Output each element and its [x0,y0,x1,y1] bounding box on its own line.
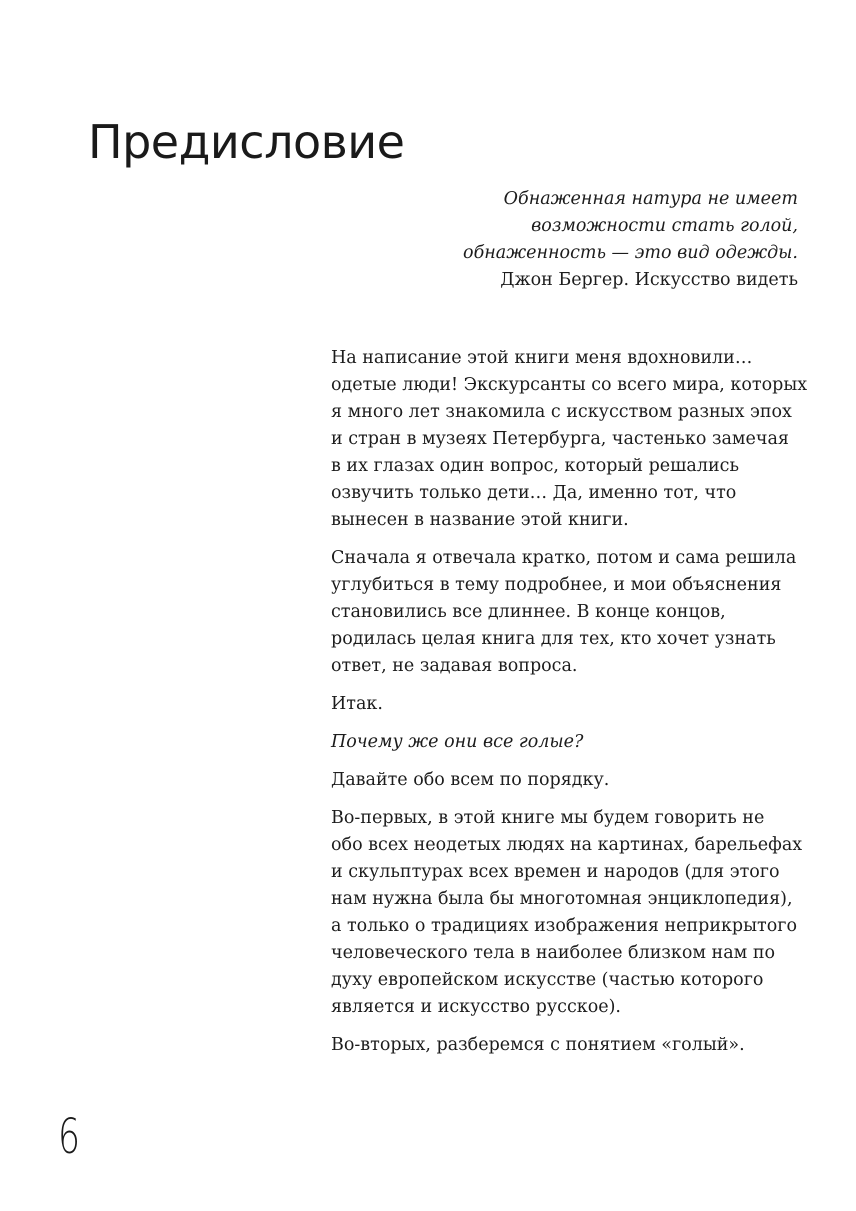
chapter-title: Предисловие [88,115,405,169]
text-line: а только о традициях изображения неприкрытого [331,916,797,936]
text-line: и скульптурах всех времен и народов (для этого [331,862,780,882]
text-line: родилась целая книга для тех, кто хочет узнать [331,629,776,649]
text-line: ответ, не задавая вопроса. [331,656,578,676]
epigraph-line: возможности стать голой, [531,216,798,236]
paragraph-answer [331,545,811,680]
text-line: Итак. [331,694,383,714]
text-line: и стран в музеях Петербурга, частенько замечая [331,429,789,449]
text-line: нам нужна была бы многотомная энциклопедия), [331,889,793,909]
text-line: духу европейском искусстве (частью которого [331,970,764,990]
text-line: в их глазах один вопрос, который решались [331,456,739,476]
paragraph-itak [331,691,811,718]
paragraph-first [331,805,811,1021]
text-line: Давайте обо всем по порядку. [331,770,610,790]
paragraph-order [331,767,811,794]
paragraph-second [331,1032,811,1059]
text-line: Во-вторых, разберемся с понятием «голый». [331,1035,745,1055]
paragraph-question [331,729,811,756]
text-line: углубиться в тему подробнее, и мои объяснения [331,575,782,595]
epigraph-line: обнаженность — это вид одежды. [463,243,798,263]
text-line: Сначала я отвечала кратко, потом и сама решила [331,548,797,568]
text-line: Во-первых, в этой книге мы будем говорить не [331,808,765,828]
page-number: 6 [58,1109,80,1165]
epigraph-line: Обнаженная натура не имеет [503,189,798,209]
text-line: одетые люди! Экскурсанты со всего мира, которых [331,375,808,395]
epigraph [378,186,798,294]
text-line: вынесен в название этой книги. [331,510,629,530]
text-line: является и искусство русское). [331,997,621,1017]
paragraph-intro [331,345,811,534]
text-line: На написание этой книги меня вдохновили… [331,348,753,368]
text-line: Почему же они все голые? [331,732,584,752]
text-line: обо всех неодетых людях на картинах, барельефах [331,835,803,855]
text-line: человеческого тела в наиболее близком нам по [331,943,776,963]
text-line: озвучить только дети… Да, именно тот, что [331,483,737,503]
body-text [331,345,811,1070]
text-line: я много лет знакомила с искусством разных эпох [331,402,792,422]
text-line: становились все длиннее. В конце концов, [331,602,726,622]
epigraph-attribution: Джон Бергер. Искусство видеть [500,270,798,290]
